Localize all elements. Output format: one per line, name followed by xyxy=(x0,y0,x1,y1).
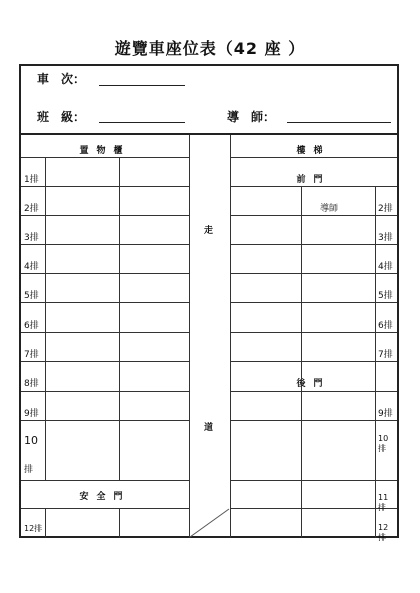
teacher-label: 導 師： xyxy=(227,110,276,124)
trip-field[interactable] xyxy=(99,85,185,86)
right-row-label: 9排 xyxy=(378,409,393,419)
left-row-label: 5排 xyxy=(24,291,39,301)
left-row-label: 8排 xyxy=(24,379,39,389)
aisle-right-border xyxy=(230,135,231,538)
left-row-label: 10 xyxy=(24,434,38,447)
right-row-label: 10 排 xyxy=(378,434,389,453)
right-row-label: 3排 xyxy=(378,233,393,243)
safety-door-label: 安全門 xyxy=(79,492,131,502)
left-row-label: 4排 xyxy=(24,262,39,272)
right-row-label: 5排 xyxy=(378,291,393,301)
aisle-char-bottom: 道 xyxy=(204,423,214,433)
right-row-label: 12 排 xyxy=(378,523,389,542)
stairs-header: 樓梯 xyxy=(296,146,331,156)
trip-label: 車 次： xyxy=(37,72,86,86)
class-label: 班 級： xyxy=(37,110,86,124)
right-row-label: 11 排 xyxy=(378,493,389,512)
aisle-left-border xyxy=(189,135,190,538)
left-row-label: 6排 xyxy=(24,321,39,331)
left-row-label: 3排 xyxy=(24,233,39,243)
page-title: 遊覽車座位表（42 座 ） xyxy=(114,39,306,58)
aisle-diagonal xyxy=(189,508,230,538)
left-row-label: 排 xyxy=(24,465,34,475)
right-row-label: 6排 xyxy=(378,321,393,331)
info-divider xyxy=(21,133,397,135)
left-row-label: 12排 xyxy=(24,524,43,533)
back-door-label: 後門 xyxy=(296,379,331,389)
left-row-label: 1排 xyxy=(24,175,39,185)
right-row-label: 2排 xyxy=(378,204,393,214)
class-field[interactable] xyxy=(99,122,185,123)
left-row-label: 9排 xyxy=(24,409,39,419)
teacher-field[interactable] xyxy=(287,122,391,123)
teacher-seat-label: 導師 xyxy=(320,204,339,214)
right-row-label: 4排 xyxy=(378,262,393,272)
right-row-label: 7排 xyxy=(378,350,393,360)
seating-chart xyxy=(19,64,399,542)
storage-header: 置物櫃 xyxy=(79,146,131,156)
left-row-label: 2排 xyxy=(24,204,39,214)
front-door-label: 前門 xyxy=(296,175,331,185)
left-row-label: 7排 xyxy=(24,350,39,360)
aisle-char-top: 走 xyxy=(204,226,214,236)
